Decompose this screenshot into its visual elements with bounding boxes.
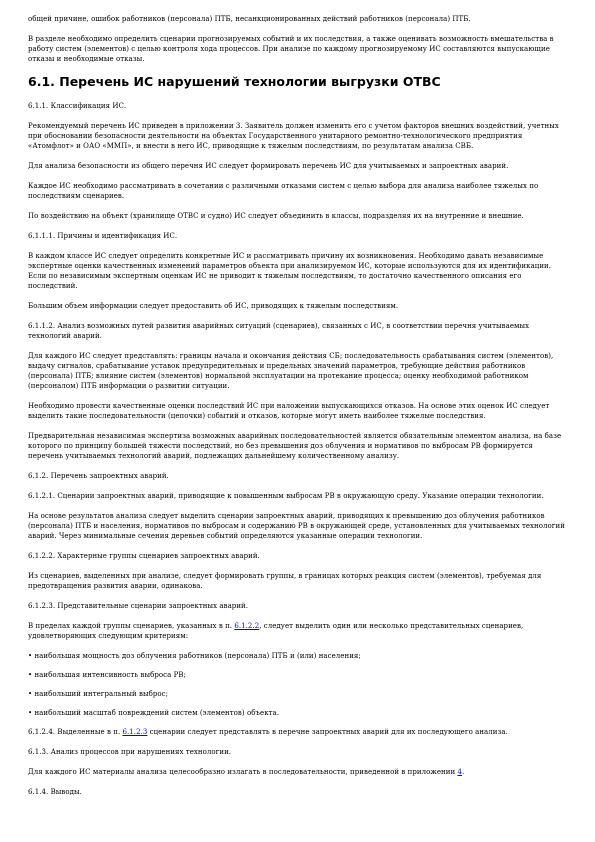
subsection-6-1-2-2: 6.1.2.2. Характерные группы сценариев запроектных аварий. [28, 552, 260, 560]
bullet-item: • наибольший интегральный выброс; [28, 690, 169, 698]
link-appendix-4[interactable]: 4 [457, 768, 463, 776]
intro-paragraph-1: общей причине, ошибок работников (персонала) ПТБ, несанкционированных действий работников (персонала) ПТБ. [28, 15, 471, 23]
subsection-6-1-2: 6.1.2. Перечень запроектных аварий. [28, 472, 169, 480]
bullet-item: • наибольшая мощность доз облучения работников (персонала) ПТБ и (или) населения; [28, 652, 361, 660]
paragraph-groups: Из сценариев, выделенных при анализе, следует формировать группы, в границах которых реакция систем (элементов), требуемая для предотвращения развития аварии, одинакова. [28, 572, 542, 590]
paragraph-more-info: Большим объем информации следует предоставить об ИС, приводящих к тяжелым последствиям. [28, 302, 399, 310]
subsection-6-1-1-title: 6.1.1. Классификация ИС. [28, 102, 127, 110]
link-6-1-2-2[interactable]: 6.1.2.2 [234, 622, 260, 630]
subsection-6-1-2-4: 6.1.2.4. Выделенные в п. 6.1.2.3 сценарии следует представлять в перечне запроектных аварий для их последующего анализа. [28, 728, 508, 736]
paragraph-qualitative: Необходимо провести качественные оценки последствий ИС при наложении выпускающихся отказов. На основе этих оценок ИС следует выделить такие последовательности (цепочки) событий и отказов, которые могут иметь наиболее тяжелые последствия. [28, 402, 550, 420]
bullet-item: • наибольшая интенсивность выброса РВ; [28, 671, 186, 679]
paragraph-identification: В каждом классе ИС следует определить конкретные ИС и рассматривать причину их возникновения. Необходимо давать независимые экспертные оценки качественных изменений параметров объекта при анализируемом ИС, которые используются для их идентификации. Если по независимым экспертным оценкам ИС не приводит к тяжелым последствиям, то достаточно качественного описания его последствий. [28, 252, 552, 290]
subsection-6-1-1-1-title: 6.1.1.1. Причины и идентификация ИС. [28, 232, 178, 240]
paragraph-within-group: В пределах каждой группы сценариев, указанных в п. 6.1.2.2, следует выделить один или несколько представительных сценариев, удовлетворяющих следующим критериям: [28, 622, 524, 640]
paragraph-recommended-list: Рекомендуемый перечень ИС приведен в приложении 3. Заявитель должен изменить его с учетом факторов внешних воздействий, учетных при обосновании безопасности деятельности на объектах Государственного унитарного ремонтно-технологического предприятия «Атомфлот» и ОАО «ММП», и внести в него ИС, приводящие к тяжелым последствиям, по результатам анализа СВБ. [28, 122, 559, 150]
document-page [28, 14, 568, 807]
subsection-6-1-1-2: 6.1.1.2. Анализ возможных путей развития аварийных ситуаций (сценариев), связанных с ИС, в соответствии перечня учитываемых технологий аварий. [28, 322, 530, 340]
subsection-6-1-2-3: 6.1.2.3. Представительные сценарии запроектных аварий. [28, 602, 249, 610]
paragraph-each-ic: Каждое ИС необходимо рассматривать в сочетании с различными отказами систем с целью выбора для анализа наиболее тяжелых по последствиям сценариев. [28, 182, 539, 200]
subsection-6-1-2-1: 6.1.2.1. Сценарии запроектных аварий, приводящие к повышенным выбросам РВ в окружающую среду. Указание операции технологии. [28, 492, 544, 500]
paragraph-expertise: Предварительная независимая экспертиза возможных аварийных последовательностей является обязательным элементом анализа, на базе которого по принципу большей тяжести последствий, но без превышения доз облучения и нормативов по выбросам РВ формируется перечень учитываемых технологий аварий, подлежащих дальнейшему количественному анализу. [28, 432, 562, 460]
bullet-item: • наибольший масштаб повреждений систем (элементов) объекта. [28, 709, 280, 717]
subsection-6-1-3: 6.1.3. Анализ процессов при нарушениях технологии. [28, 748, 232, 756]
paragraph-for-each-ic: Для каждого ИС следует представлять: границы начала и окончания действия СБ; последовательность срабатывания систем (элементов), выдачу сигналов, срабатывание уставок предупредительных и предельных значений параметров, требующие действия работников (персонала) ПТБ; влияние систем (элементов) нормальной эксплуатации на протекание процесса; оценку необходимой работником (персоналом) ПТБ информации о развитии ситуации. [28, 352, 554, 390]
paragraph-appendix-4: Для каждого ИС материалы анализа целесообразно излагать в последовательности, приведенной в приложении 4. [28, 768, 465, 776]
paragraph-classes: По воздействию на объект (хранилище ОТВС и судно) ИС следует объединить в классы, подразделяя их на внутренние и внешние. [28, 212, 524, 220]
subsection-6-1-4: 6.1.4. Выводы. [28, 788, 82, 796]
paragraph-safety-analysis: Для анализа безопасности из общего перечня ИС следует формировать перечень ИС для учитываемых и запроектных аварий. [28, 162, 509, 170]
link-6-1-2-3[interactable]: 6.1.2.3 [122, 728, 148, 736]
paragraph-beyond-design: На основе результатов анализа следует выделить сценарии запроектных аварий, приводящих к превышению доз облучения работников (персонала) ПТБ и населения, нормативов по выбросам и содержанию РВ в окружающей среде, установленных для учитываемых технологий аварий. Через минимальные сечения деревьев событий определяются указанные операции технологии. [28, 512, 565, 540]
section-heading: 6.1. Перечень ИС нарушений технологии выгрузки ОТВС [28, 74, 441, 89]
intro-paragraph-2: В разделе необходимо определить сценарии прогнозируемых событий и их последствия, а также оценивать возможность вмешательства в работу систем (элементов) с целью контроля хода процессов. При анализе по каждому прогнозируемому ИС составляются выпускающие отказы и необходимые отказы. [28, 35, 554, 63]
